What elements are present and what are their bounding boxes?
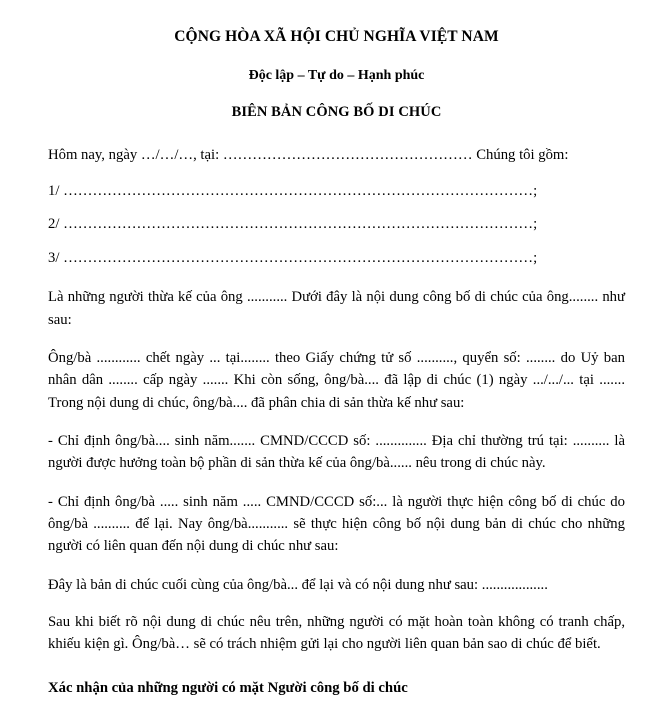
national-motto: Độc lập – Tự do – Hạnh phúc [248,67,425,83]
closing-paragraph: Sau khi biết rõ nội dung di chúc nêu trên, những người có mặt hoàn toàn không có tranh chấp, khiếu kiện gì. Ông/bà… sẽ có trách nhiệm gửi lại cho người liên quan bản sao di chúc để biết. [48,613,625,653]
opening-line: Hôm nay, ngày …/…/…, tại: …………………………………………… Chúng tôi gồm: [48,146,569,163]
document-body [48,122,625,699]
national-title: CỘNG HÒA XÃ HỘI CHỦ NGHĨA VIỆT NAM [174,28,499,45]
signature-line: Xác nhận của những người có mặt Người công bố di chúc [48,679,408,696]
bullet-beneficiary: - Chỉ định ông/bà.... sinh năm....... CMND/CCCD số: .............. Địa chỉ thường trú tại: .......... là người được hưởng toàn bộ phần di sản thừa kế của ông/bà...... nêu trong di chúc này. [48,432,625,472]
final-will-line: Đây là bản di chúc cuối cùng của ông/bà... để lại và có nội dung như sau: .................. [48,576,548,593]
death-certificate-paragraph: Ông/bà ............ chết ngày ... tại........ theo Giấy chứng tử số .........., quyển số: ........ do Uỷ ban nhân dân ........ cấp ngày ....... Khi còn sống, ông/bà.... đã lập di chúc (1) ngày .../.../... tại ....... Trong nội dung di chúc, ông/bà.... đã phân chia di sản thừa kế như sau: [48,349,625,411]
heirs-paragraph: Là những người thừa kế của ông ........... Dưới đây là nội dung công bố di chúc của ông........ như sau: [48,289,625,328]
bullet-announcer: - Chỉ định ông/bà ..... sinh năm ..... CMND/CCCD số:... là người thực hiện công bố di chúc do ông/bà .......... để lại. Nay ông/bà........... sẽ thực hiện công bố nội dung bản di chúc cho những người có liên quan đến nội dung di chúc như sau: [48,493,625,555]
participant-entry-2: 2/ ……………………………………………………………………………………; [48,216,538,233]
participant-entry-3: 3/ ……………………………………………………………………………………; [48,249,538,266]
participant-entry-1: 1/ ……………………………………………………………………………………; [48,183,538,200]
document-title: BIÊN BẢN CÔNG BỐ DI CHÚC [231,104,442,121]
